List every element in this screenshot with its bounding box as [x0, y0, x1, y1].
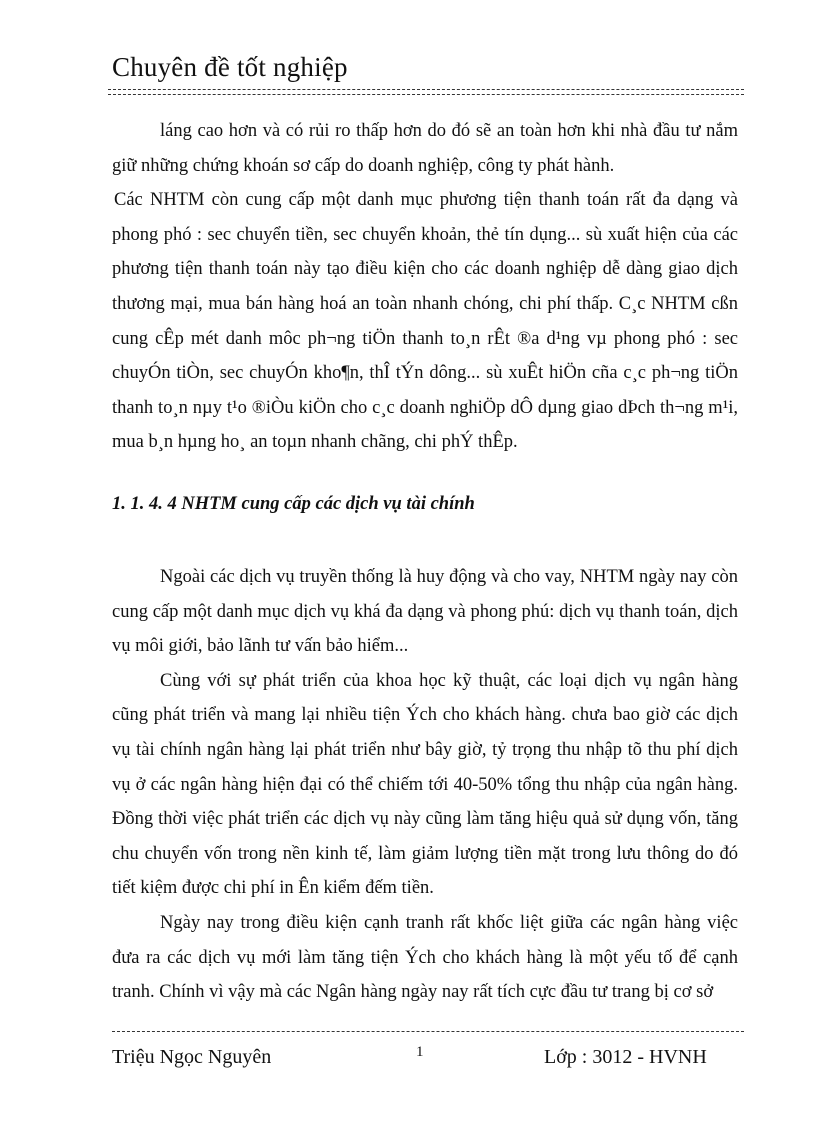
document-title: Chuyên đề tốt nghiệp — [112, 52, 348, 82]
page-number: 1 — [416, 1044, 424, 1060]
header-divider-second — [108, 94, 744, 95]
paragraph: láng cao hơn và có rủi ro thấp hơn do đó sẽ an toàn hơn khi nhà đầu tư nắm giữ những chứng khoán sơ cấp do doanh nghiệp, công ty phát hành. — [112, 121, 738, 176]
section-heading: 1. 1. 4. 4 NHTM cung cấp các dịch vụ tài chính — [112, 494, 475, 514]
footer-divider — [112, 1031, 744, 1032]
class-label: Lớp : 3012 - HVNH — [544, 1046, 707, 1068]
paragraph: Ngoài các dịch vụ truyền thống là huy động và cho vay, NHTM ngày nay còn cung cấp một danh mục dịch vụ khá đa dạng và phong phú: dịch vụ thanh toán, dịch vụ môi giới, bảo lãnh tư vấn bảo hiểm... — [112, 567, 738, 657]
header-divider — [108, 89, 744, 90]
paragraph: Cùng với sự phát triển của khoa học kỹ thuật, các loại dịch vụ ngân hàng cũng phát triển và mang lại nhiều tiện Ých cho khách hàng. chưa bao giờ các dịch vụ tài chính ngân hàng lại phát triển như bây giờ, tỷ trọng thu nhập tõ thu phí dịch vụ ở các ngân hàng hiện đại có thể chiếm tới 40-50% tổng thu nhập của ngân hàng. Đồng thời việc phát triển các dịch vụ này cũng làm tăng hiệu quả sử dụng vốn, tăng chu chuyển vốn trong nền kinh tế, làm giảm lượng tiền mặt trong lưu thông do đó tiết kiệm được chi phí in Ên kiểm đếm tiền. — [112, 670, 738, 899]
body-section-1 — [112, 114, 738, 460]
body-section-2 — [112, 560, 738, 1010]
paragraph: Các NHTM còn cung cấp một danh mục phương tiện thanh toán rất đa dạng và phong phó : sec chuyển tiền, sec chuyển khoản, thẻ tín dụng... sù xuất hiện của các phương tiện thanh toán này tạo điều kiện cho các doanh nghiệp dễ dàng giao dịch thương mại, mua bán hàng hoá an toàn nhanh chóng, chi phí thấp. C¸c NHTM cßn cung cÊp mét danh môc ph¬ng tiÖn thanh to¸n rÊt ®a d¹ng vµ phong phó : sec chuyÓn tiÒn, sec chuyÓn kho¶n, thÎ tÝn dông... sù xuÊt hiÖn cña c¸c ph¬ng tiÖn thanh to¸n nµy t¹o ®iÒu kiÖn cho c¸c doanh nghiÖp dÔ dµng giao dÞch th¬ng m¹i, mua b¸n hµng ho¸ an toµn nhanh chãng, chi phÝ thÊp. — [112, 190, 738, 453]
paragraph: Ngày nay trong điều kiện cạnh tranh rất khốc liệt giữa các ngân hàng việc đưa ra các dịch vụ mới làm tăng tiện Ých cho khách hàng là một yếu tố để cạnh tranh. Chính vì vậy mà các Ngân hàng ngày nay rất tích cực đầu tư trang bị cơ sở — [112, 912, 738, 1003]
author-name: Triệu Ngọc Nguyên — [112, 1046, 272, 1068]
